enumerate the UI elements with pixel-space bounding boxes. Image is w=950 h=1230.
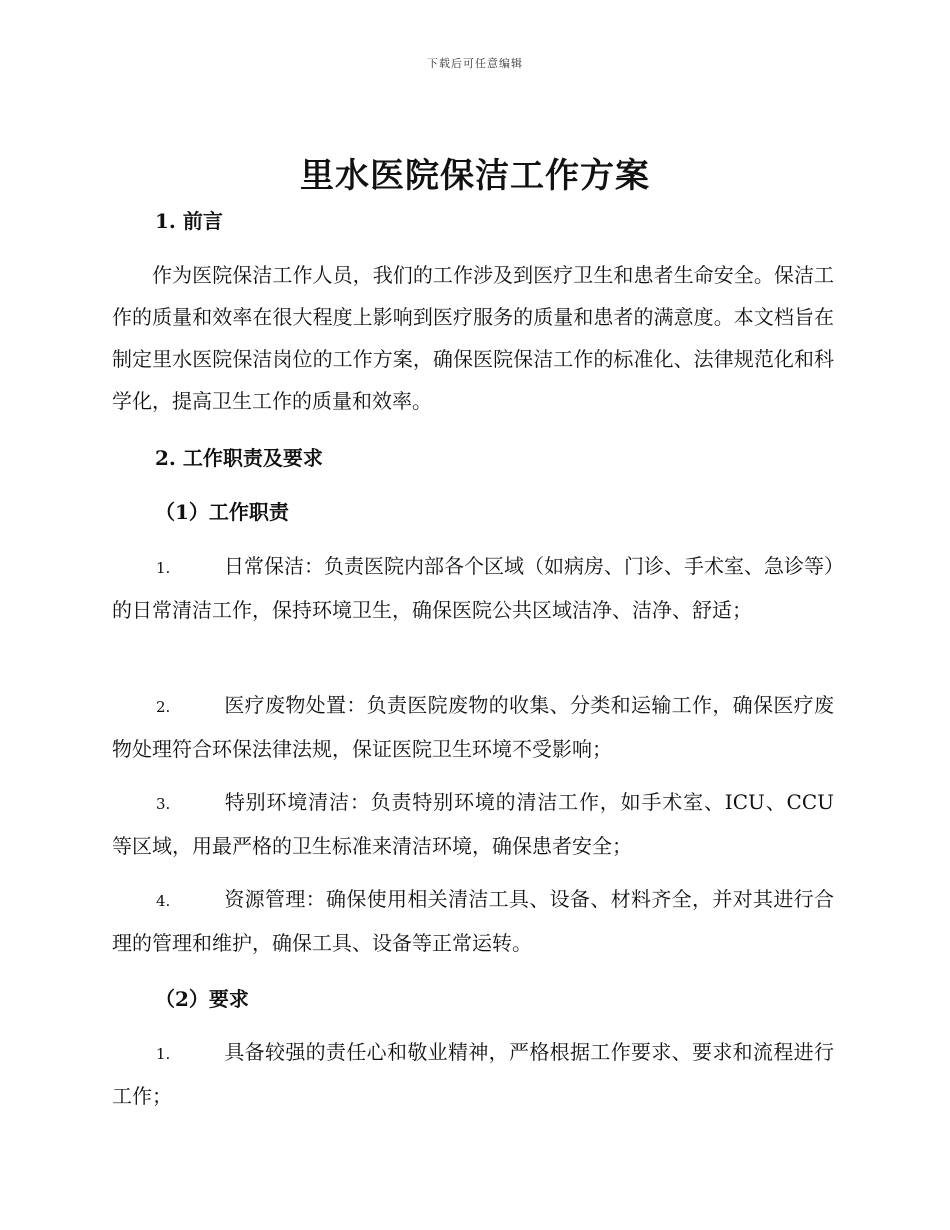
- section-heading-duties-requirements: 2. 工作职责及要求: [155, 446, 323, 470]
- document-title: 里水医院保洁工作方案: [300, 156, 650, 196]
- duty-item-number: 4.: [156, 892, 171, 910]
- requirement-item: [112, 1031, 834, 1117]
- preface-paragraph: [112, 254, 834, 422]
- duty-item: [112, 878, 834, 964]
- duty-item-text: 医疗废物处置：负责医院废物的收集、分类和运输工作，确保医疗废物处理符合环保法律法规，保证医院卫生环境不受影响；: [112, 693, 834, 761]
- duty-item-number: 2.: [156, 698, 171, 716]
- duty-item-number: 1.: [156, 559, 171, 577]
- subsection-heading-requirements: （2）要求: [155, 987, 249, 1011]
- subsection-heading-duties: （1）工作职责: [155, 500, 289, 524]
- page-header-note: 下载后可任意编辑: [427, 57, 523, 70]
- duty-item-text: 特别环境清洁：负责特别环境的清洁工作，如手术室、ICU、CCU 等区域，用最严格的卫生标准来清洁环境，确保患者安全；: [112, 790, 834, 858]
- duty-item-text: 日常保洁：负责医院内部各个区域（如病房、门诊、手术室、急诊等）的日常清洁工作，保持环境卫生，确保医院公共区域洁净、洁净、舒适；: [112, 554, 834, 622]
- duty-item: [112, 684, 834, 770]
- requirement-item-number: 1.: [156, 1045, 171, 1063]
- duty-item: [112, 781, 834, 867]
- duty-item-number: 3.: [156, 795, 171, 813]
- duty-item: [112, 545, 834, 631]
- duty-item-text: 资源管理：确保使用相关清洁工具、设备、材料齐全，并对其进行合理的管理和维护，确保工具、设备等正常运转。: [112, 887, 834, 955]
- requirement-item-text: 具备较强的责任心和敬业精神，严格根据工作要求、要求和流程进行工作；: [112, 1040, 834, 1108]
- section-heading-preface: 1. 前言: [155, 209, 223, 233]
- preface-text: 作为医院保洁工作人员，我们的工作涉及到医疗卫生和患者生命安全。保洁工作的质量和效率在很大程度上影响到医疗服务的质量和患者的满意度。本文档旨在制定里水医院保洁岗位的工作方案，确保医院保洁工作的标准化、法律规范化和科学化，提高卫生工作的质量和效率。: [112, 263, 834, 413]
